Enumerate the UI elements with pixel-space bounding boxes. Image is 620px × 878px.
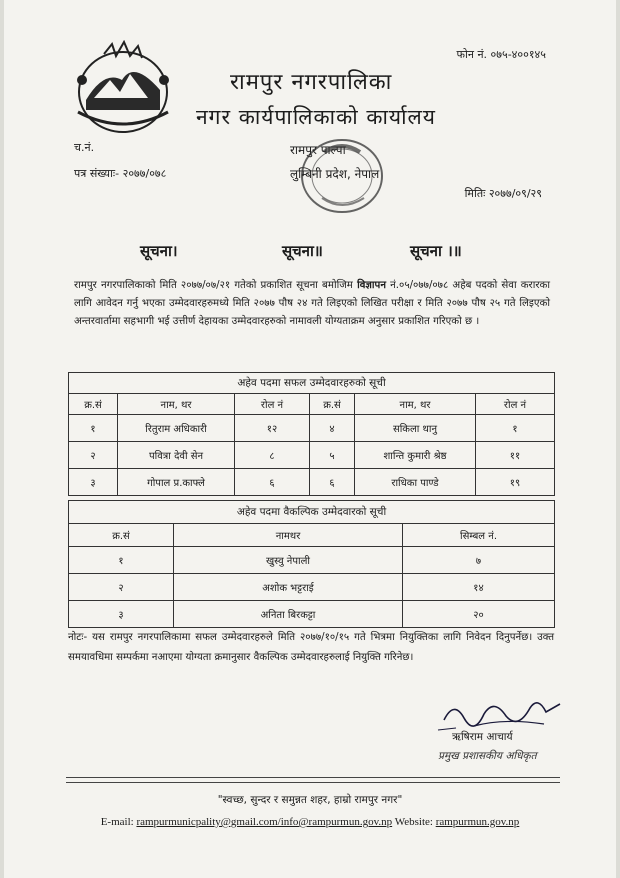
header-cell: क्र.सं bbox=[69, 394, 118, 415]
table-cell: सकिला थानु bbox=[355, 415, 476, 442]
table-cell: ६ bbox=[310, 469, 355, 496]
table-cell: १४ bbox=[403, 574, 555, 601]
letter-number: पत्र संख्याः- २०७७/०७८ bbox=[74, 167, 167, 180]
document-sheet bbox=[4, 0, 616, 878]
intro-text-bold: विज्ञापन bbox=[357, 280, 386, 291]
email-link[interactable]: rampurmunicpality@gmail.com/info@rampurmun.gov.np bbox=[136, 816, 393, 828]
address-line-2: लुम्बिनी प्रदेश, नेपाल bbox=[290, 167, 380, 181]
footer-divider bbox=[66, 782, 560, 783]
table-cell: ३ bbox=[69, 469, 118, 496]
table-cell: खुस्वु नेपाली bbox=[174, 547, 403, 574]
header-cell: क्र.सं bbox=[69, 524, 174, 547]
table-cell: अशोक भट्टराई bbox=[174, 574, 403, 601]
header-cell: सिम्बल नं. bbox=[403, 524, 555, 547]
notice-heading-1: सूचना। bbox=[140, 242, 178, 260]
header-cell: रोल नं bbox=[235, 394, 310, 415]
table-cell: ७ bbox=[403, 547, 555, 574]
alternate-table-caption: अहेव पदमा वैकल्पिक उम्मेदवारको सूची bbox=[69, 501, 555, 524]
address-line-1: रामपुर पाल्पा bbox=[290, 143, 346, 157]
table-cell: गोपाल प्र.काफ्ले bbox=[118, 469, 235, 496]
header-cell: नाम, थर bbox=[355, 394, 476, 415]
table-row bbox=[69, 547, 555, 574]
org-name: रामपुर नगरपालिका bbox=[230, 70, 393, 95]
table-row bbox=[69, 601, 555, 628]
website-link[interactable]: rampurmun.gov.np bbox=[435, 816, 520, 828]
notice-heading-3: सूचना ।॥ bbox=[410, 242, 462, 260]
header-cell: रोल नं bbox=[476, 394, 555, 415]
header-cell: नामथर bbox=[174, 524, 403, 547]
table-cell: १२ bbox=[235, 415, 310, 442]
table-cell: १९ bbox=[476, 469, 555, 496]
letter-date: मितिः २०७७/०९/२९ bbox=[464, 187, 542, 200]
footer-contact bbox=[4, 816, 616, 828]
table-cell: राधिका पाण्डे bbox=[355, 469, 476, 496]
table-cell: १ bbox=[476, 415, 555, 442]
table-row bbox=[69, 574, 555, 601]
signer-title: प्रमुख प्रशासकीय अधिकृत bbox=[438, 750, 537, 762]
intro-text-end: नं.०५/०७७/०७८ अहेब पदको सेवा करारका लागि आवेदन गर्नु भएका उम्मेदवारहरुमध्ये मिति २०७७ पौष २४ गते लिइएको लिखित परीक्षा र मिति २०७७ पौष २५ गते लिइएको अन्तरवार्तामा सहभागी भई उत्तीर्ण देहायका उम्मेदवारहरुको नामावली योग्यताक्रम अनुसार प्रकाशित गरिएको छ । bbox=[74, 280, 550, 327]
note-paragraph: नोटः- यस रामपुर नगरपालिकामा सफल उम्मेदवारहरुले मिति २०७७/१०/१५ गते भित्रमा नियुक्तिका लागि निवेदन दिनुपर्नेछ। उक्त समयावधिमा सम्पर्कमा नआएमा योग्यता क्रमानुसार वैकल्पिक उम्मेदवारहरुलाई नियुक्ति गरिनेछ। bbox=[68, 632, 554, 663]
footer-slogan: "स्वच्छ, सुन्दर र समुन्नत शहर, हाम्रो रामपुर नगर" bbox=[217, 794, 403, 806]
header-cell: नाम, थर bbox=[118, 394, 235, 415]
alternate-candidates-table bbox=[68, 500, 555, 628]
table-cell: २ bbox=[69, 442, 118, 469]
table-cell: ८ bbox=[235, 442, 310, 469]
email-label: E-mail: bbox=[100, 816, 137, 828]
signer-name: ऋषिराम आचार्य bbox=[452, 731, 513, 743]
cha-number: च.नं. bbox=[74, 141, 95, 154]
nepal-emblem-icon bbox=[64, 40, 182, 140]
table-cell: ३ bbox=[69, 601, 174, 628]
website-label: Website: bbox=[394, 816, 436, 828]
intro-text-start: रामपुर नगरपालिकाको मिति २०७७/०७/२१ गतेको प्रकाशित सूचना बमोजिम bbox=[74, 280, 358, 291]
table-cell: २० bbox=[403, 601, 555, 628]
table-cell: १ bbox=[69, 547, 174, 574]
table-cell: ५ bbox=[310, 442, 355, 469]
notice-heading-2: सूचना॥ bbox=[282, 242, 323, 260]
intro-paragraph bbox=[74, 277, 550, 331]
table-cell: रितुराम अधिकारी bbox=[118, 415, 235, 442]
org-office: नगर कार्यपालिकाको कार्यालय bbox=[196, 105, 436, 129]
table-row bbox=[69, 415, 555, 442]
table-cell: २ bbox=[69, 574, 174, 601]
success-table-caption: अहेव पदमा सफल उम्मेदवारहरुको सूची bbox=[69, 373, 555, 394]
table-cell: ४ bbox=[310, 415, 355, 442]
table-cell: पवित्रा देवी सेन bbox=[118, 442, 235, 469]
office-stamp-icon bbox=[294, 132, 390, 220]
alternate-table-header bbox=[69, 524, 555, 547]
table-cell: ६ bbox=[235, 469, 310, 496]
footer-divider bbox=[66, 777, 560, 778]
table-cell: ११ bbox=[476, 442, 555, 469]
table-cell: १ bbox=[69, 415, 118, 442]
table-cell: शान्ति कुमारी श्रेष्ठ bbox=[355, 442, 476, 469]
table-row bbox=[69, 469, 555, 496]
header-cell: क्र.सं bbox=[310, 394, 355, 415]
phone-number: फोन नं. ०७५-४००१४५ bbox=[456, 48, 546, 61]
success-candidates-table bbox=[68, 372, 555, 496]
success-table-header bbox=[69, 394, 555, 415]
table-row bbox=[69, 442, 555, 469]
table-cell: अनिता बिरकट्टा bbox=[174, 601, 403, 628]
